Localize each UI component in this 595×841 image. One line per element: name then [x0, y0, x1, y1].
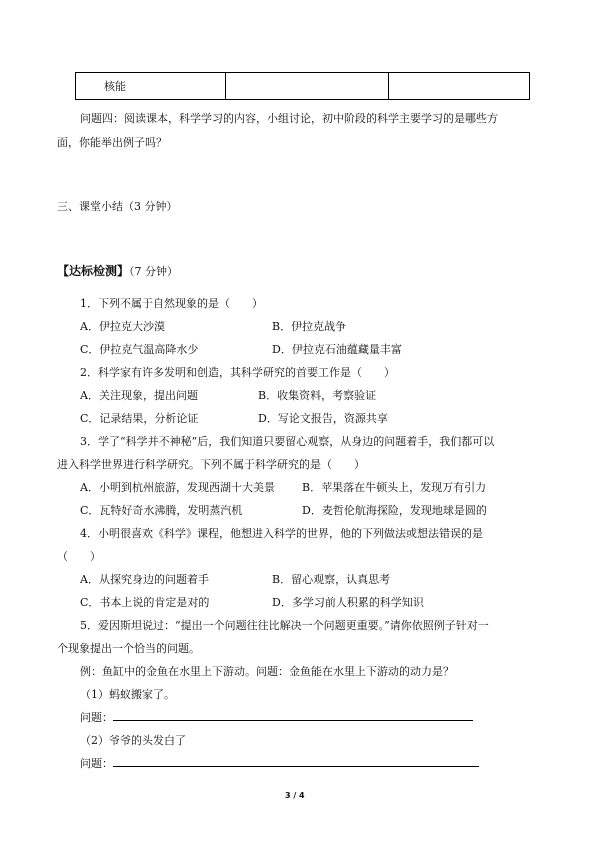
- q5-answer-row-2: [80, 755, 479, 771]
- q2-option-c: C．记录结果，分析论证: [80, 412, 199, 425]
- answer-line-1[interactable]: [113, 709, 473, 721]
- q5-line1: 5．爱因斯坦说过：“提出一个问题往往比解决一个问题更重要。”请你依照例子针对一: [80, 619, 489, 632]
- summary-heading: 三、课堂小结（3 分钟）: [57, 200, 178, 213]
- q1-option-b: B．伊拉克战争: [272, 320, 347, 333]
- q3-option-c: C．瓦特好奇水沸腾，发明蒸汽机: [80, 504, 243, 517]
- q5-item2: （2）爷爷的头发白了: [80, 734, 186, 747]
- question-four-line2: 面，你能举出例子吗？: [57, 136, 167, 149]
- q4-option-c: C．书本上说的肯定是对的: [80, 596, 210, 609]
- question-four-line1: 问题四：阅读课本，科学学习的内容，小组讨论，初中阶段的科学主要学习的是哪些方: [80, 112, 498, 125]
- q3-option-d: D．麦哲伦航海探险，发现地球是圆的: [302, 504, 487, 517]
- test-title: 【达标检测】: [57, 264, 130, 278]
- q2-option-d: D．写论文报告，资源共享: [258, 412, 388, 425]
- page-number: 3 / 4: [285, 791, 305, 800]
- q4-line2: （ ）: [57, 550, 101, 563]
- table-cell-label: 核能: [76, 73, 226, 100]
- q5-line2: 个现象提出一个恰当的问题。: [57, 642, 200, 655]
- table-row: [76, 73, 530, 100]
- q4-line1: 4．小明很喜欢《科学》课程，他想进入科学的世界，他的下列做法或想法错误的是: [80, 527, 483, 540]
- q2-stem: 2．科学家有许多发明和创造，其科学研究的首要工作是（ ）: [80, 366, 395, 379]
- table-cell: [226, 73, 389, 100]
- q4-option-d: D．多学习前人积累的科学知识: [272, 596, 424, 609]
- table-cell: [389, 73, 530, 100]
- answer-label: 问题：: [80, 757, 113, 770]
- answer-line-2[interactable]: [113, 755, 479, 767]
- q4-option-b: B．留心观察，认真思考: [272, 573, 391, 586]
- test-heading: [57, 262, 178, 279]
- q3-option-b: B．苹果落在牛顿头上，发现万有引力: [302, 481, 487, 494]
- q5-item1: （1）蚂蚁搬家了。: [80, 688, 175, 701]
- q1-stem: 1．下列不属于自然现象的是（ ）: [80, 297, 263, 310]
- answer-label: 问题：: [80, 711, 113, 724]
- q1-option-c: C．伊拉克气温高降水少: [80, 343, 199, 356]
- q2-option-a: A．关注现象，提出问题: [80, 389, 198, 402]
- q5-answer-row-1: [80, 709, 473, 725]
- q3-line2: 进入科学世界进行科学研究。下列不属于科学研究的是（ ）: [57, 458, 365, 471]
- q3-line1: 3．学了“科学并不神秘”后，我们知道只要留心观察，从身边的问题着手，我们都可以: [80, 435, 495, 448]
- q5-example: 例：鱼缸中的金鱼在水里上下游动。问题：金鱼能在水里上下游动的动力是？: [80, 665, 454, 678]
- q3-option-a: A．小明到杭州旅游，发现西湖十大美景: [80, 481, 275, 494]
- energy-table: [75, 72, 530, 100]
- q1-option-d: D．伊拉克石油蕴藏量丰富: [272, 343, 402, 356]
- q4-option-a: A．从探究身边的问题着手: [80, 573, 209, 586]
- q1-option-a: A．伊拉克大沙漠: [80, 320, 165, 333]
- test-time: （7 分钟）: [129, 265, 179, 278]
- q2-option-b: B．收集资料，考察验证: [258, 389, 377, 402]
